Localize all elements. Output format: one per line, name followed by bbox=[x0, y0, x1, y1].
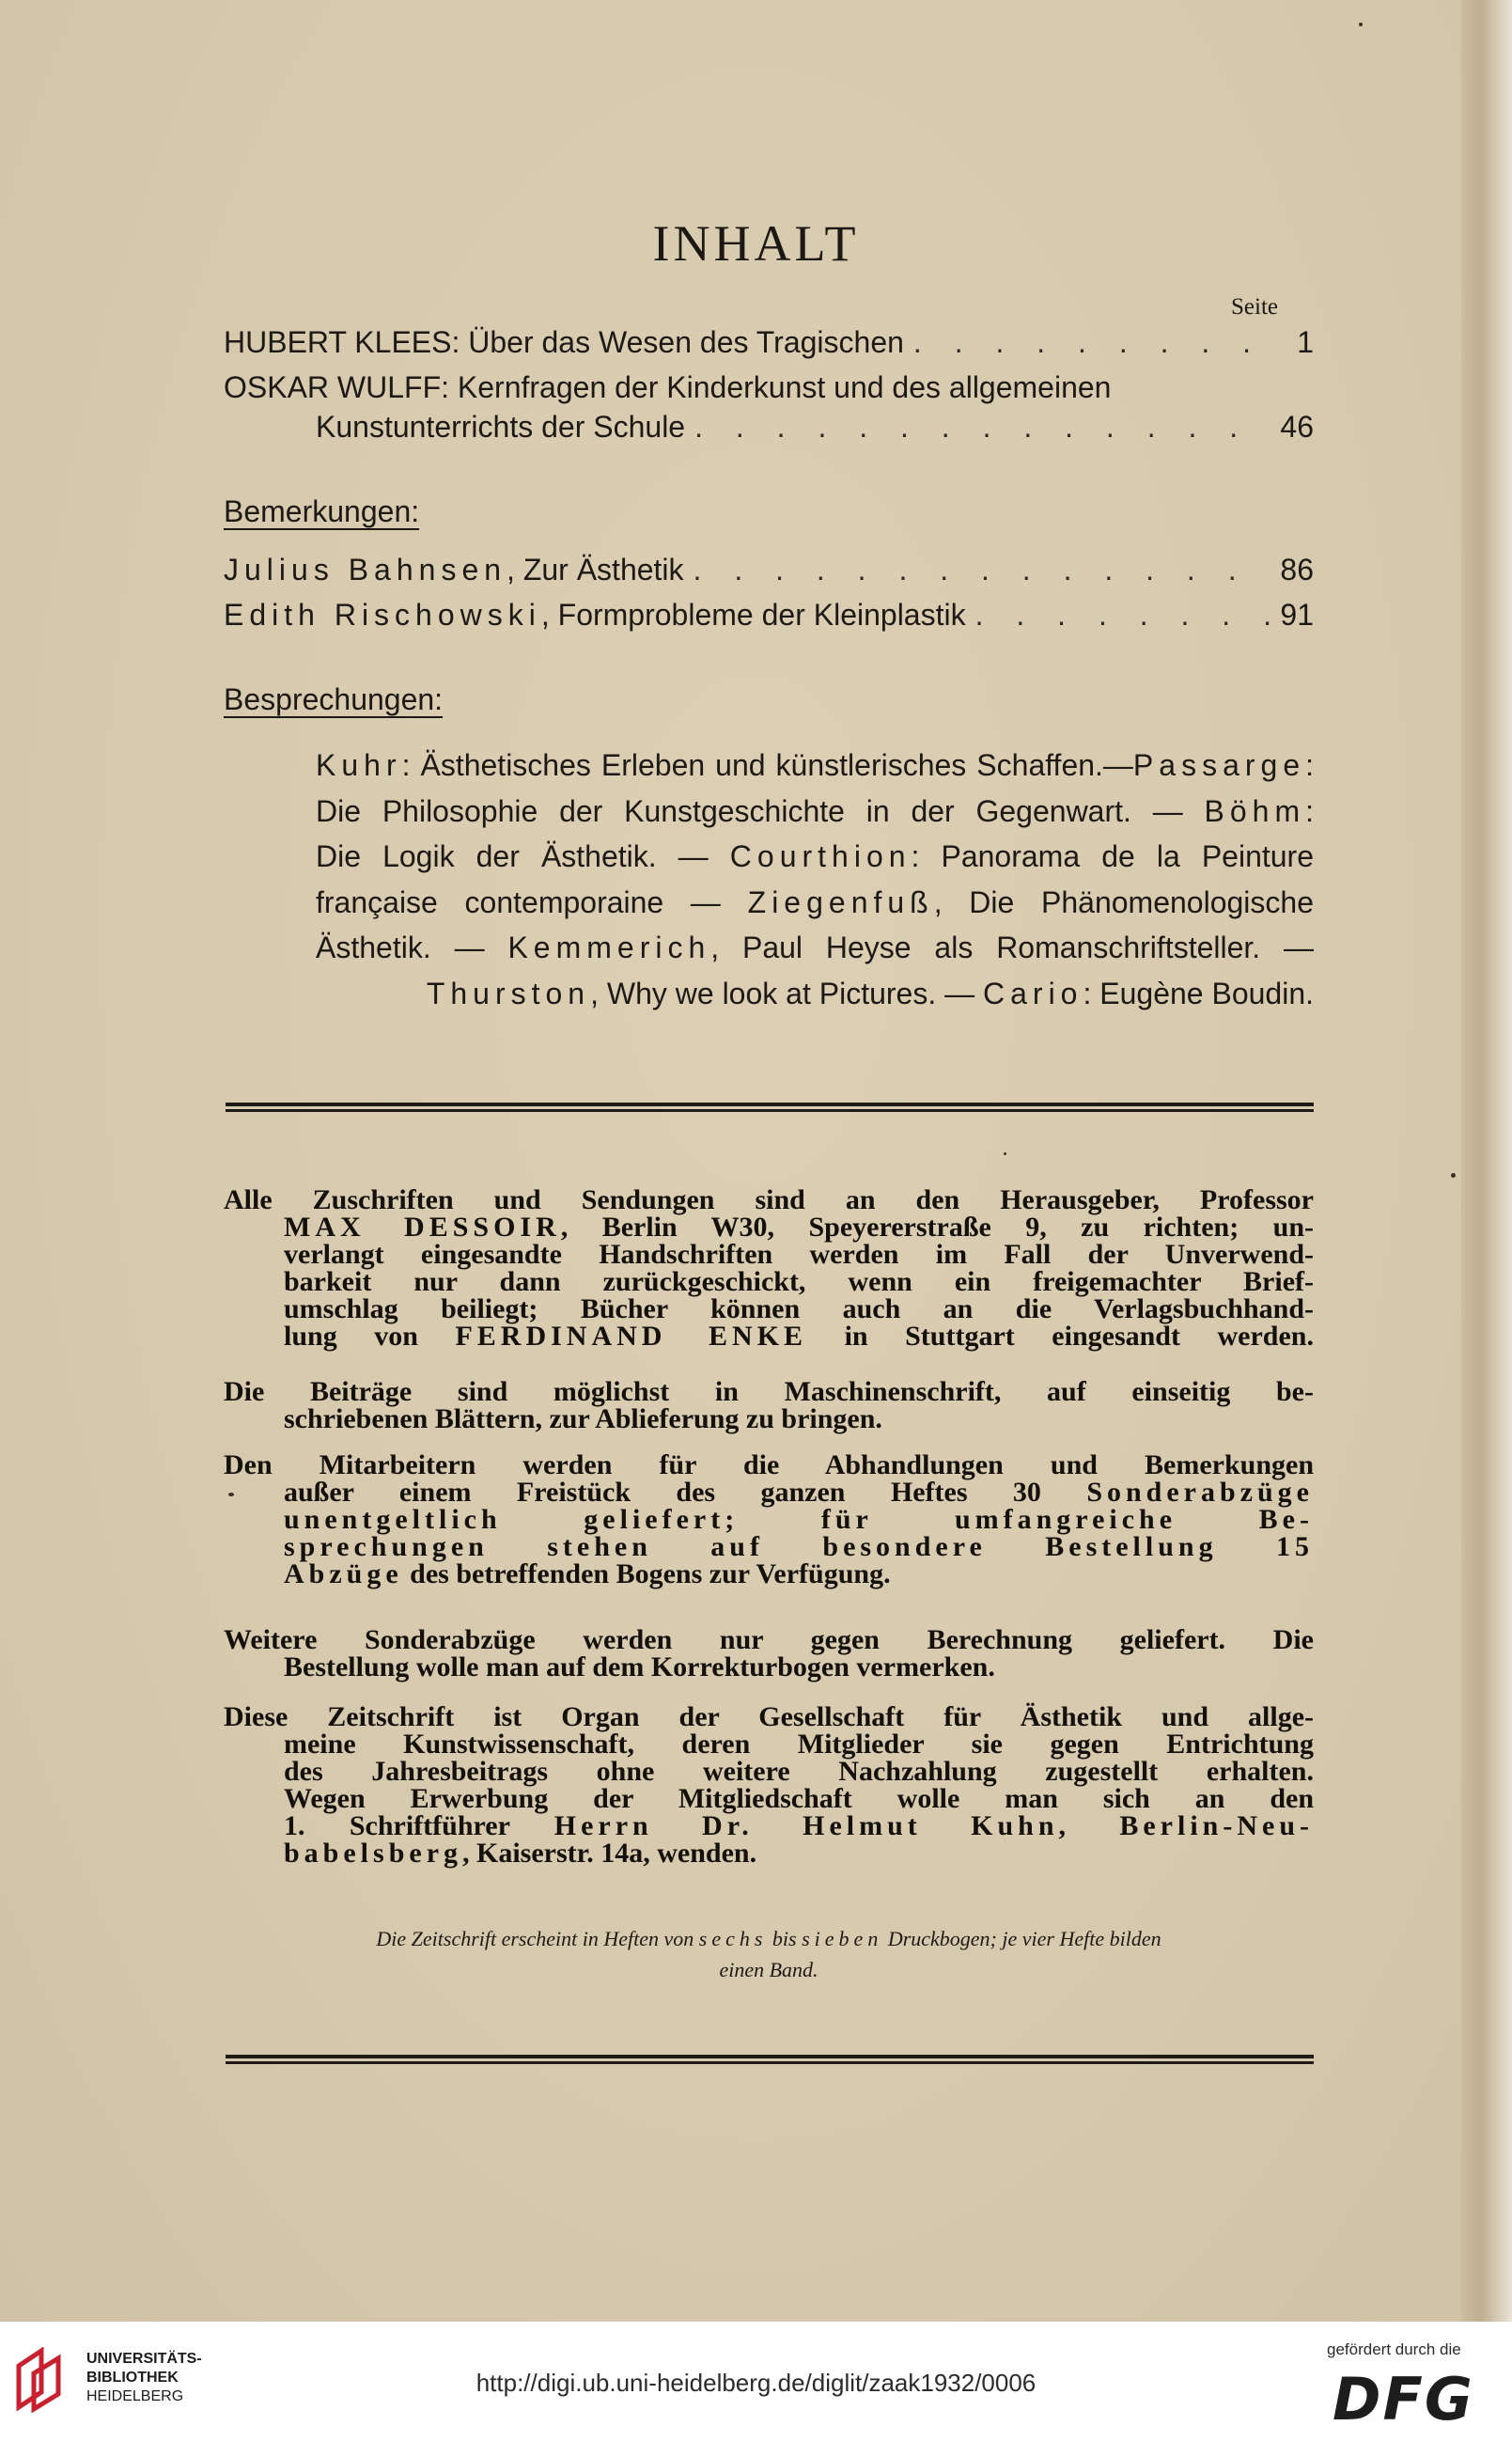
library-name: UNIVERSITÄTS- BIBLIOTHEK HEIDELBERG bbox=[86, 2351, 202, 2404]
reviews-paragraph bbox=[316, 743, 1314, 1016]
dfg-logo: DFG bbox=[1333, 2365, 1474, 2434]
page-edge bbox=[1461, 0, 1512, 2322]
toc-entry-text: HUBERT KLEES: Über das Wesen des Tragischen bbox=[224, 325, 904, 359]
double-rule bbox=[226, 2055, 1314, 2064]
double-rule bbox=[226, 1103, 1314, 1112]
toc-entry[interactable] bbox=[224, 325, 1314, 367]
publication-note: Die Zeitschrift erscheint in Heften von sechs bis sieben Druckbogen; je vier Hefte bilden einen Band. bbox=[376, 1927, 1161, 1981]
toc-page-number: 46 bbox=[1280, 410, 1314, 444]
toc-page-number: 91 bbox=[1280, 598, 1314, 632]
reviews-line: Die Philosophie der Kunstgeschichte in der Gegenwart. — Böhm: bbox=[316, 793, 1315, 828]
toc-entry[interactable] bbox=[224, 553, 1314, 594]
section-heading-bemerkungen: Bemerkungen: bbox=[224, 494, 420, 528]
notice-contributions: Die Beiträge sind möglichst in Maschinenschrift, auf einseitig be- schriebenen Blättern, zur Ablieferung zu bringen. bbox=[224, 1376, 1314, 1434]
reviews-line: Thurston, Why we look at Pictures. — Cario: Eugène Boudin. bbox=[426, 976, 1314, 1010]
toc-entry-continuation[interactable] bbox=[316, 410, 1314, 451]
toc-title: INHALT bbox=[652, 215, 860, 272]
reviews-line: française contemporaine — Ziegenfuß, Die Phänomenologische bbox=[316, 884, 1315, 919]
page-column-label: Seite bbox=[1231, 294, 1278, 320]
toc-entry-text: Kunstunterrichts der Schule bbox=[316, 410, 686, 444]
toc-page-number: 1 bbox=[1297, 325, 1314, 359]
notice-society: Diese Zeitschrift ist Organ der Gesellschaft für Ästhetik und allge- meine Kunstwissenschaft, deren Mitglieder sie gegen Entrichtung des Jahresbeitrags ohne weitere Nachzahlung zugestellt erhalten. Wegen Erwerbung der Mitgliedschaft wolle man sich an den 1. Schriftführer Herrn Dr. Helmut Kuhn, Berlin-Neu- babelsberg, Kaiserstr. 14a, wenden. bbox=[224, 1701, 1314, 1869]
notice-offprints: Den Mitarbeitern werden für die Abhandlungen und Bemerkungen außer einem Freistück des ganzen Heftes 30 Sonderabzüge unentgeltlich geliefert; für umfangreiche Be- sprechungen stehen auf besondere Bestellung 15 Abzüge des betreffenden Bogens zur Verfügung. bbox=[224, 1449, 1314, 1589]
reviews-line: Kuhr: Ästhetisches Erleben und künstlerisches Schaffen.—Passarge: bbox=[316, 748, 1314, 782]
leader-dots bbox=[913, 325, 1272, 360]
reviews-line: Ästhetik. — Kemmerich, Paul Heyse als Romanschriftsteller. — bbox=[316, 931, 1315, 964]
funding-caption: gefördert durch die bbox=[1327, 2340, 1461, 2358]
dust-speck bbox=[1004, 1152, 1006, 1155]
toc-entry[interactable] bbox=[224, 370, 1314, 412]
leader-dots bbox=[694, 410, 1270, 445]
permalink-url[interactable]: http://digi.ub.uni-heidelberg.de/diglit/zaak1932/0006 bbox=[475, 2369, 1037, 2397]
dust-speck bbox=[228, 1493, 234, 1496]
toc-entry-text: Julius Bahnsen, Zur Ästhetik bbox=[224, 553, 684, 587]
toc-entry-text: Edith Rischowski, Formprobleme der Kleinplastik bbox=[224, 598, 966, 632]
toc-entry-text: OSKAR WULFF: Kernfragen der Kinderkunst und des allgemeinen bbox=[224, 370, 1112, 404]
notice-extra-offprints: Weitere Sonderabzüge werden nur gegen Berechnung geliefert. Die Bestellung wolle man auf dem Korrekturbogen vermerken. bbox=[224, 1624, 1314, 1682]
leader-dots bbox=[694, 553, 1271, 587]
toc-entry[interactable] bbox=[224, 598, 1314, 639]
toc-page-number: 86 bbox=[1280, 553, 1314, 587]
dust-speck bbox=[1359, 23, 1363, 26]
section-heading-besprechungen: Besprechungen: bbox=[224, 682, 444, 716]
dust-speck bbox=[1451, 1173, 1456, 1178]
leader-dots bbox=[975, 598, 1271, 633]
reviews-line: Die Logik der Ästhetik. — Courthion: Panorama de la Peinture bbox=[316, 839, 1315, 873]
notice-submissions: Alle Zuschriften und Sendungen sind an den Herausgeber, Professor MAX DESSOIR, Berlin W30, Speyererstraße 9, zu richten; un- verlangt eingesandte Handschriften werden im Fall der Unverwend- barkeit nur dann zurückgeschickt, wenn ein freigemachter Brief- umschlag beiliegt; Bücher können auch an die Verlagsbuchhand- lung von FERDINAND ENKE in Stuttgart eingesandt werden. bbox=[224, 1184, 1314, 1352]
